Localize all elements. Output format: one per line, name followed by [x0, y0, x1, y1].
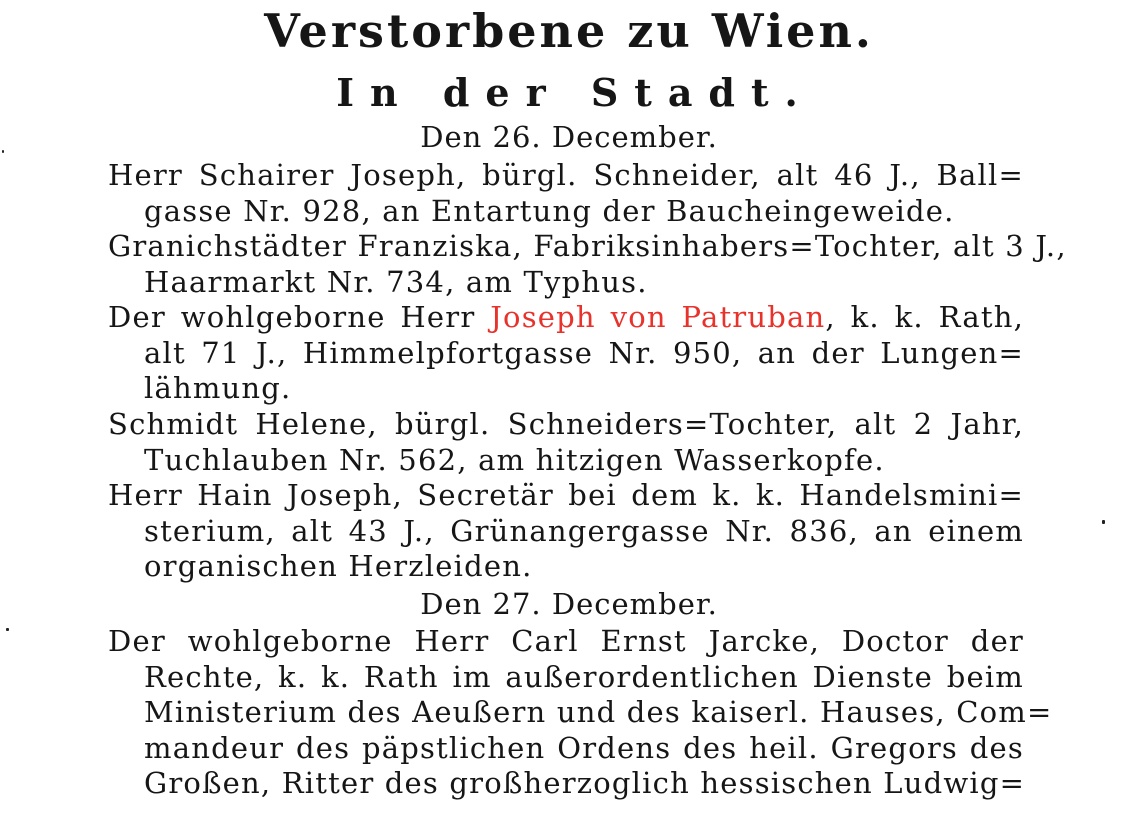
entry-line: Großen, Ritter des großherzoglich hessischen Ludwig= — [144, 766, 1026, 800]
entry-line: mandeur des päpstlichen Ordens des heil. Gregors des — [144, 730, 1024, 765]
entry-line: sterium, alt 43 J., Grünangergasse Nr. 836, an einem — [144, 513, 1024, 548]
death-notice-entry — [108, 407, 1024, 478]
entry-line-prefix: Der wohlgeborne Herr — [108, 300, 491, 334]
entry-line-suffix: , k. k. Rath, — [825, 300, 1024, 334]
date-heading: Den 27. December. — [420, 587, 718, 621]
entry-line: lähmung. — [144, 371, 292, 405]
highlighted-name: Joseph von Patruban — [490, 300, 826, 334]
entry-line: alt 71 J., Himmelpfortgasse Nr. 950, an der Lungen= — [144, 335, 1024, 370]
entry-line: Tuchlauben Nr. 562, am hitzigen Wasserkopfe. — [144, 442, 885, 477]
death-notice-entry — [108, 300, 1024, 407]
entry-line: Der wohlgeborne Herr Carl Ernst Jarcke, Doctor der — [108, 624, 1024, 658]
date-heading: Den 26. December. — [420, 120, 718, 154]
entry-line: Herr Hain Joseph, Secretär bei dem k. k. Handelsmini= — [108, 478, 1024, 512]
entry-line: Granichstädter Franziska, Fabriksinhabers=Tochter, alt 3 J., — [108, 229, 1067, 263]
entry-line: organischen Herzleiden. — [144, 549, 533, 583]
entry-line: Haarmarkt Nr. 734, am Typhus. — [144, 264, 648, 299]
death-notice-entry — [108, 229, 1067, 300]
death-notice-entry — [108, 478, 1024, 585]
entry-line: Schmidt Helene, bürgl. Schneiders=Tochter, alt 2 Jahr, — [108, 407, 1024, 441]
scan-speck — [1102, 520, 1105, 524]
death-notice-entry — [108, 624, 1053, 802]
entry-line: Ministerium des Aeußern und des kaiserl. Hauses, Com= — [144, 695, 1053, 729]
entry-line: Rechte, k. k. Rath im außerordentlichen Dienste beim — [144, 659, 1024, 694]
entry-line: Herr Schairer Joseph, bürgl. Schneider, alt 46 J., Ball= — [108, 158, 1024, 192]
entry-line — [108, 300, 1024, 336]
entry-line: gasse Nr. 928, an Entartung der Baucheingeweide. — [144, 193, 955, 228]
section-subtitle: In der Stadt. — [336, 70, 814, 115]
scan-speck — [6, 628, 9, 631]
page-title: Verstorbene zu Wien. — [264, 4, 874, 58]
scan-speck — [2, 150, 4, 153]
death-notice-entry — [108, 158, 1024, 229]
